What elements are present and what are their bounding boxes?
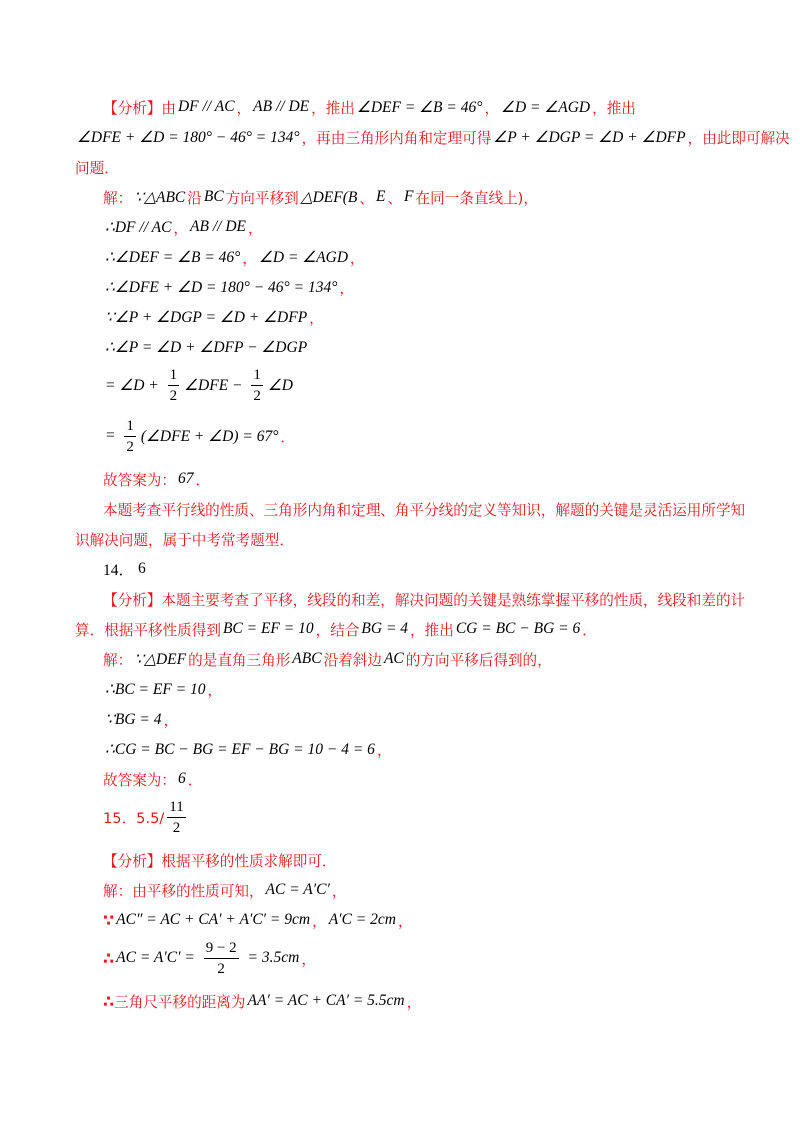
math-expression: = 3.5cm [243, 949, 300, 966]
solution-paragraph [75, 905, 735, 935]
chinese-text-run: ， [376, 741, 392, 759]
chinese-text-run: ，再由三角形内角和定理可得 [301, 129, 492, 147]
text-line [75, 362, 735, 413]
solution-paragraph [75, 764, 735, 794]
text-line [75, 464, 735, 494]
chinese-text-run: 【分析】由 [103, 99, 176, 117]
chinese-text-run: ， [309, 309, 324, 327]
solution-paragraph [75, 242, 735, 272]
fraction [204, 938, 239, 979]
chinese-text-run: 故答案为： [103, 471, 176, 489]
solution-paragraph [75, 674, 735, 704]
math-expression: ∠D [267, 376, 293, 394]
text-line [75, 242, 735, 272]
chinese-text-run: ， [242, 249, 257, 267]
math-expression: AC [383, 650, 404, 667]
math-expression: ∴DF // AC [105, 218, 172, 236]
chinese-text-run: ， [173, 219, 189, 237]
text-line [75, 614, 735, 644]
chinese-text-run: ，由此即可解决 [687, 129, 790, 147]
math-expression: A′C = 2cm [328, 911, 396, 928]
math-expression: AA′ = AC + CA′ = 5.5cm [247, 992, 405, 1009]
math-expression: (∠DFE + ∠D) = 67° [140, 427, 279, 445]
math-expression: ∠DEF = ∠B = 46° [356, 98, 483, 116]
chinese-text-run: 识解决问题，属于中考常考题型． [75, 531, 294, 549]
fraction-numerator: 1 [169, 366, 178, 383]
chinese-text-run: 沿 [187, 189, 202, 207]
solution-paragraph [75, 704, 735, 734]
text-line [75, 794, 735, 845]
chinese-text-run: ， [339, 279, 355, 297]
text-line [75, 272, 735, 302]
chinese-text-run: 在同一条直线上)， [415, 189, 538, 207]
math-expression: ∠D = ∠AGD [501, 98, 591, 116]
fraction-denominator: 2 [217, 960, 225, 977]
text-line [75, 734, 735, 764]
question-number: 6 [138, 560, 146, 577]
math-expression: BC = EF = 10 [222, 620, 314, 637]
math-expression: ABC [292, 650, 322, 667]
solution-paragraph [75, 644, 735, 674]
logic-symbol: ∴ [103, 948, 115, 968]
solution-paragraph [75, 554, 735, 584]
fraction-numerator: 1 [126, 417, 134, 434]
chinese-text-run: ， [236, 99, 252, 117]
math-expression: DF // AC [177, 98, 235, 115]
solution-paragraph [75, 494, 746, 554]
text-line [75, 152, 735, 182]
solution-paragraph [75, 182, 735, 212]
math-expression: = ∠D + [105, 376, 163, 394]
text-line [75, 764, 735, 794]
text-line [75, 122, 790, 152]
math-expression: BC [203, 188, 224, 205]
text-line [75, 986, 735, 1016]
math-expression: AC = A′C′ [265, 881, 330, 898]
math-expression: ∠D = ∠AGD [258, 248, 349, 266]
text-line [75, 674, 735, 704]
math-expression: CG = BC − BG = 6 [455, 620, 581, 637]
chinese-text-run: 解： [103, 189, 133, 207]
text-line [75, 524, 735, 554]
solution-paragraph [75, 986, 735, 1016]
solution-paragraph [75, 584, 746, 644]
chinese-text-run: ． [280, 428, 296, 446]
math-expression: ∵BG = 4 [105, 710, 162, 728]
text-line [75, 92, 735, 122]
text-line [75, 332, 735, 362]
math-expression: = [105, 427, 120, 444]
solution-paragraph [75, 935, 735, 986]
fraction-denominator: 2 [169, 387, 178, 404]
chinese-text-run: 本题考查平行线的性质、三角形内角和定理、角平分线的定义等知识，解题的关键是灵活运用所学知 [103, 501, 746, 519]
chinese-text-run: ， [331, 882, 347, 900]
text-line [75, 704, 735, 734]
math-expression: ∴CG = BC − BG = EF − BG = 10 − 4 = 6 [105, 740, 375, 758]
solution-paragraph [75, 794, 735, 845]
math-expression: AC = A′C′ = [116, 949, 199, 966]
solution-paragraph [75, 464, 735, 494]
text-line [75, 413, 735, 464]
fraction-denominator: 2 [253, 387, 261, 404]
chinese-text-run: 方向平移到 [225, 189, 299, 207]
chinese-text-run: ，结合 [315, 621, 360, 639]
chinese-text-run: ， [484, 99, 500, 117]
math-expression: ∴∠DEF = ∠B = 46° [105, 248, 241, 266]
solution-body [75, 92, 790, 1016]
chinese-text-run: 【分析】本题主要考查了平移，线段的和差，解决问题的关键是熟练掌握平移的性质，线段和差的计 [103, 591, 746, 609]
fraction-denominator: 2 [172, 819, 181, 836]
chinese-text-run: 解：由平移的性质可知， [103, 882, 264, 900]
chinese-text-run: 三角尺平移的距离为 [114, 993, 246, 1011]
chinese-text-run: ． [187, 771, 203, 789]
text-line [75, 212, 735, 242]
chinese-text-run: 、 [359, 189, 374, 207]
math-expression: ∴BC = EF = 10 [105, 680, 206, 698]
text-line [75, 554, 735, 584]
solution-paragraph [75, 875, 735, 905]
chinese-text-run: ． [582, 621, 597, 639]
solution-paragraph [75, 212, 735, 242]
fraction-numerator: 11 [169, 798, 184, 815]
logic-symbol: ∴ [103, 991, 115, 1011]
question-number: 14． [103, 562, 135, 579]
fraction-numerator: 9 − 2 [205, 939, 237, 956]
math-expression: ∵△DEF [134, 650, 187, 668]
solution-paragraph [75, 302, 735, 332]
math-expression: ∠DFE + ∠D = 180° − 46° = 134° [77, 128, 300, 146]
chinese-text-run: 算．根据平移性质得到 [75, 621, 221, 639]
chinese-text-run: 、 [387, 189, 403, 207]
chinese-text-run: ． [195, 471, 211, 489]
chinese-text-run: 15．5.5/ [103, 809, 165, 827]
solution-paragraph [75, 272, 735, 302]
solution-paragraph [75, 362, 735, 413]
text-line [75, 302, 735, 332]
chinese-text-run: ，推出 [592, 99, 636, 117]
math-expression: ∴∠P = ∠D + ∠DFP − ∠DGP [105, 338, 308, 356]
math-expression: AC″ = AC + CA′ + A′C′ = 9cm [116, 911, 311, 928]
chinese-text-run: ，推出 [311, 99, 355, 117]
chinese-text-run: 的是直角三角形 [188, 651, 291, 669]
chinese-text-run: 的方向平移后得到的， [405, 651, 552, 669]
text-line [75, 935, 735, 986]
logic-symbol: ∵ [103, 910, 115, 930]
text-line [75, 905, 735, 935]
text-line [75, 644, 735, 674]
solution-paragraph [75, 92, 790, 182]
text-line [75, 875, 735, 905]
fraction [124, 416, 136, 457]
fraction-denominator: 2 [126, 438, 134, 455]
chinese-text-run: 解： [103, 651, 133, 669]
chinese-text-run: ， [350, 249, 365, 267]
math-expression: ∴∠DFE + ∠D = 180° − 46° = 134° [105, 278, 338, 296]
chinese-text-run: 故答案为： [103, 771, 176, 789]
chinese-text-run: ， [248, 219, 263, 237]
fraction-numerator: 1 [253, 366, 261, 383]
math-expression: ∵△ABC [134, 188, 186, 206]
chinese-text-run: ，推出 [410, 621, 454, 639]
math-expression: AB // DE [253, 98, 310, 115]
chinese-text-run: ， [312, 912, 327, 930]
math-expression: BG = 4 [361, 620, 409, 637]
math-expression: ∠DFE − [184, 376, 247, 394]
math-expression: 67 [177, 470, 194, 487]
chinese-text-run: 问题． [75, 159, 119, 177]
chinese-text-run: ， [301, 950, 316, 968]
chinese-text-run: 沿着斜边 [323, 651, 382, 669]
text-line [75, 494, 746, 524]
math-expression: AB // DE [190, 218, 246, 235]
chinese-text-run: 【分析】根据平移的性质求解即可． [103, 852, 337, 870]
chinese-text-run: ， [406, 993, 422, 1011]
fraction [168, 365, 180, 406]
math-expression: 6 [177, 770, 186, 787]
solution-paragraph [75, 734, 735, 764]
text-line [75, 845, 735, 875]
solution-paragraph [75, 413, 735, 464]
math-expression: E [375, 188, 386, 205]
chinese-text-run: ， [397, 912, 413, 930]
chinese-text-run: ， [207, 681, 223, 699]
math-expression: △DEF(B [300, 188, 358, 206]
text-line [75, 182, 735, 212]
math-expression: ∠P + ∠DGP = ∠D + ∠DFP [493, 128, 686, 146]
text-line [75, 584, 746, 614]
math-expression: ∵∠P + ∠DGP = ∠D + ∠DFP [105, 308, 308, 326]
solution-paragraph [75, 845, 735, 875]
fraction [251, 365, 263, 406]
solution-paragraph [75, 332, 735, 362]
fraction [167, 797, 185, 838]
chinese-text-run: ， [163, 711, 179, 729]
math-expression: F [404, 188, 414, 205]
